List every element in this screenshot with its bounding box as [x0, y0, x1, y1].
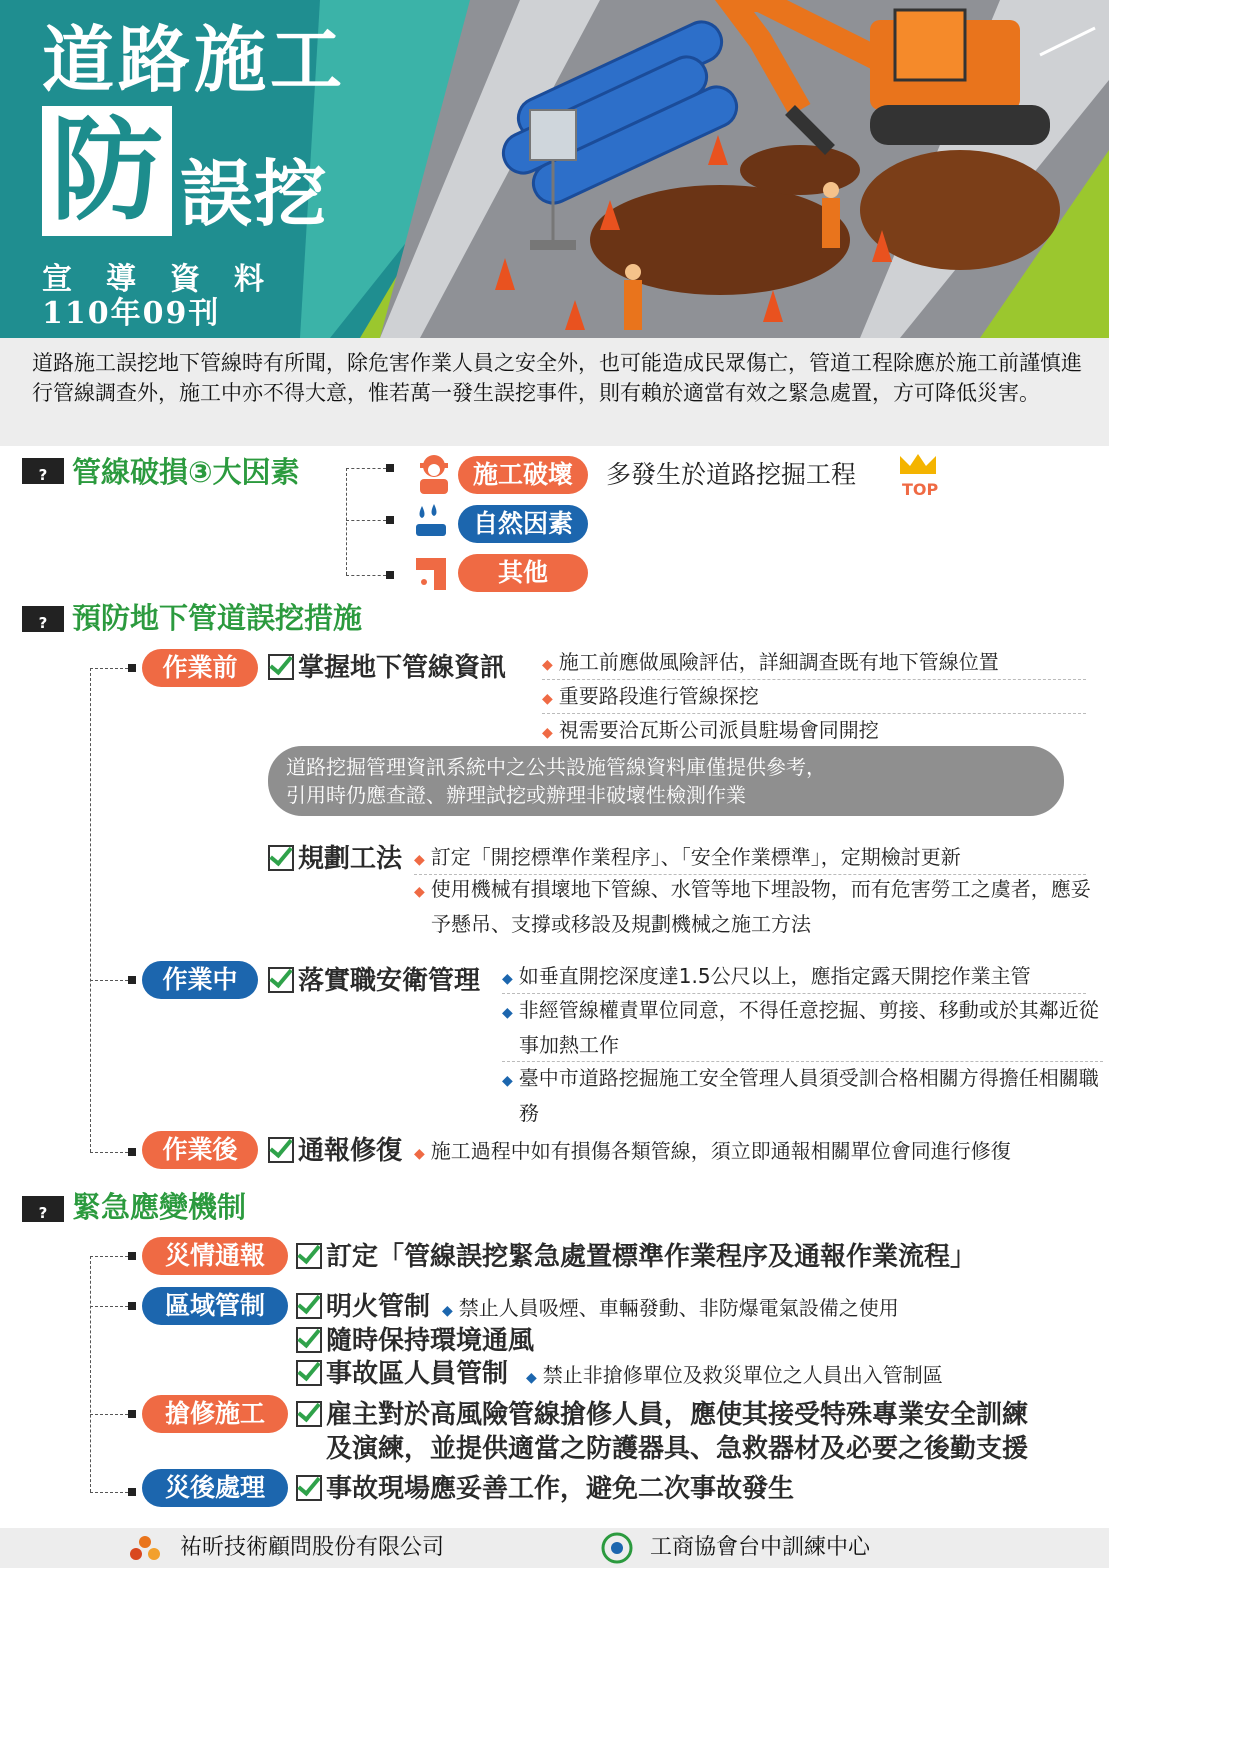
title-line2: 誤挖 — [180, 152, 329, 236]
checkbox-icon — [268, 654, 294, 680]
connector-line — [90, 980, 128, 981]
bullet-text: 禁止非搶修單位及救災單位之人員出入管制區 — [542, 1363, 943, 1387]
subtitle: 宣 導 資 料 — [42, 262, 266, 297]
title-line1: 道路施工 — [42, 18, 347, 102]
intro-panel — [0, 338, 1109, 446]
bullet-text: 施工過程中如有損傷各類管線，須立即通報相關單位會同進行修復 — [430, 1139, 1011, 1163]
section3-title: 緊急應變機制 — [72, 1190, 247, 1224]
item-label: 訂定「管線誤挖緊急處置標準作業程序及通報作業流程」 — [326, 1242, 977, 1272]
water-icon — [414, 502, 454, 542]
bullet-text: 臺中市道路挖掘施工安全管理人員須受訓合格相關方得擔任相關職務 — [518, 1066, 1099, 1125]
checkbox-icon — [296, 1401, 322, 1427]
checklist-item — [296, 1244, 976, 1271]
footer-bar — [0, 1528, 1109, 1568]
bullet-text: 使用機械有損壞地下管線、水管等地下埋設物，而有危害勞工之虞者，應妥予懸吊、支撐或移設及規劃機械之施工方法 — [430, 877, 1091, 936]
bullet-item: ◆ 施工前應做風險評估，詳細調查既有地下管線位置 — [542, 652, 1086, 680]
checklist-item — [296, 1476, 794, 1503]
item-label: 雇主對於高風險管線搶修人員，應使其接受特殊專業安全訓練 — [326, 1400, 1029, 1430]
pipe-leak-icon — [414, 552, 456, 592]
bullet-text: 施工前應做風險評估，詳細調查既有地下管線位置 — [558, 650, 999, 674]
cause-construction-damage: 施工破壞 — [458, 456, 588, 494]
section1-title: 管線破損③大因素 — [72, 455, 300, 489]
crown-icon — [898, 452, 938, 476]
checklist-item — [268, 846, 402, 873]
connector-line — [90, 1256, 128, 1257]
issue-number: 110年09刊 — [42, 296, 221, 331]
cause-other: 其他 — [458, 554, 588, 592]
connector-line — [90, 1256, 91, 1492]
bullet-text: 禁止人員吸煙、車輛發動、非防爆電氣設備之使用 — [458, 1296, 899, 1320]
bullet-square — [386, 516, 394, 524]
bullet-square — [386, 571, 394, 579]
bullet-text: 非經管線權責單位同意，不得任意挖掘、剪接、移動或於其鄰近從事加熱工作 — [518, 998, 1099, 1057]
question-icon: ? — [22, 458, 64, 484]
section2-title: 預防地下管道誤挖措施 — [72, 601, 363, 635]
connector-line — [90, 1492, 128, 1493]
stage-during: 作業中 — [142, 961, 258, 999]
item-label: 隨時保持環境通風 — [326, 1326, 535, 1356]
stage-emergency-repair: 搶修施工 — [142, 1395, 288, 1433]
connector-line — [346, 575, 386, 576]
note-line: 引用時仍應查證、辦理試挖或辦理非破壞性檢測作業 — [286, 783, 746, 807]
item-label: 事故現場應妥善工作，避免二次事故發生 — [326, 1474, 795, 1504]
bullet-text: 重要路段進行管線探挖 — [558, 684, 759, 708]
item-label: 掌握地下管線資訊 — [298, 653, 507, 683]
question-icon: ? — [22, 606, 64, 632]
bullet-square — [128, 1488, 136, 1496]
bullet-item: ◆ 如垂直開挖深度達1.5公尺以上，應指定露天開挖作業主管 — [502, 966, 1086, 994]
bullet-text: 視需要洽瓦斯公司派員駐場會同開挖 — [558, 718, 879, 742]
checkbox-icon — [268, 845, 294, 871]
bullet-item: ◆ 禁止非搶修單位及救災單位之人員出入管制區 — [526, 1363, 943, 1387]
checklist-item — [296, 1402, 1028, 1429]
cause-construction-desc: 多發生於道路挖掘工程 — [606, 460, 857, 489]
checklist-item — [268, 1138, 402, 1165]
checkbox-icon — [268, 1137, 294, 1163]
note-line: 道路挖掘管理資訊系統中之公共設施管線資料庫僅提供參考， — [286, 755, 826, 779]
checkbox-icon — [296, 1327, 322, 1353]
item-label-continued: 及演練，並提供適當之防護器具、急救器材及必要之後勤支援 — [326, 1434, 1029, 1464]
worker-icon — [414, 452, 454, 494]
stage-before: 作業前 — [142, 649, 258, 687]
bullet-square — [128, 1302, 136, 1310]
item-label: 明火管制 — [326, 1292, 431, 1322]
checklist-item — [296, 1294, 430, 1321]
checkbox-icon — [268, 967, 294, 993]
stage-zone-control: 區域管制 — [142, 1287, 288, 1325]
checklist-item — [296, 1328, 534, 1355]
bullet-item: ◆ 臺中市道路挖掘施工安全管理人員須受訓合格相關方得擔任相關職務 — [502, 1066, 1099, 1125]
bullet-item: ◆ 禁止人員吸煙、車輛發動、非防爆電氣設備之使用 — [442, 1296, 899, 1320]
checkbox-icon — [296, 1475, 322, 1501]
bullet-item: ◆ 非經管線權責單位同意，不得任意挖掘、剪接、移動或於其鄰近從事加熱工作 — [502, 994, 1103, 1062]
question-icon: ? — [22, 1196, 64, 1222]
connector-line — [346, 468, 347, 575]
bullet-item: ◆ 重要路段進行管線探挖 — [542, 686, 1086, 714]
item-label: 事故區人員管制 — [326, 1359, 509, 1389]
bullet-square — [386, 464, 394, 472]
association-logo — [600, 1532, 634, 1564]
title-big-char: 防 — [42, 106, 172, 236]
item-label: 通報修復 — [298, 1136, 403, 1166]
connector-line — [346, 520, 386, 521]
header-banner — [0, 0, 1109, 338]
item-label: 規劃工法 — [298, 844, 403, 874]
bullet-item: ◆ 視需要洽瓦斯公司派員駐場會同開挖 — [542, 718, 879, 742]
bullet-square — [128, 1252, 136, 1260]
bullet-square — [128, 664, 136, 672]
bullet-item: ◆ 使用機械有損壞地下管線、水管等地下埋設物，而有危害勞工之虞者，應妥予懸吊、支撐或移設及規劃機械之施工方法 — [414, 877, 1091, 936]
connector-line — [90, 668, 128, 669]
bullet-item: ◆ 訂定「開挖標準作業程序」、「安全作業標準」，定期檢討更新 — [414, 847, 1086, 875]
company-name: 祐昕技術顧問股份有限公司 — [180, 1535, 445, 1560]
connector-line — [90, 1306, 128, 1307]
connector-line — [90, 668, 91, 1152]
cause-natural-factors: 自然因素 — [458, 505, 588, 543]
connector-line — [90, 1152, 128, 1153]
checkbox-icon — [296, 1360, 322, 1386]
bullet-text: 如垂直開挖深度達1.5公尺以上，應指定露天開挖作業主管 — [518, 964, 1031, 988]
top-badge: TOP — [902, 480, 939, 499]
bullet-square — [128, 1410, 136, 1418]
bullet-item: ◆ 施工過程中如有損傷各類管線，須立即通報相關單位會同進行修復 — [414, 1139, 1011, 1163]
bullet-text: 訂定「開挖標準作業程序」、「安全作業標準」，定期檢討更新 — [430, 845, 961, 869]
checkbox-icon — [296, 1293, 322, 1319]
connector-line — [346, 468, 386, 469]
checkbox-icon — [296, 1243, 322, 1269]
reference-note — [268, 746, 1064, 816]
stage-disaster-report: 災情通報 — [142, 1237, 288, 1275]
bullet-square — [128, 976, 136, 984]
bullet-square — [128, 1148, 136, 1156]
checklist-item — [268, 655, 506, 682]
intro-text: 道路施工誤挖地下管線時有所聞，除危害作業人員之安全外，也可能造成民眾傷亡，管道工程除應於施工前謹慎進行管線調查外，施工中亦不得大意，惟若萬一發生誤挖事件，則有賴於適當有效之緊急處置，方可降低災害。 — [32, 351, 1082, 405]
stage-post-disaster: 災後處理 — [142, 1469, 288, 1507]
stage-after: 作業後 — [142, 1131, 258, 1169]
association-name: 工商協會台中訓練中心 — [650, 1535, 871, 1560]
connector-line — [90, 1414, 128, 1415]
item-label: 落實職安衛管理 — [298, 966, 481, 996]
company-logo — [128, 1534, 162, 1564]
checklist-item — [268, 968, 480, 995]
checklist-item — [296, 1361, 508, 1388]
